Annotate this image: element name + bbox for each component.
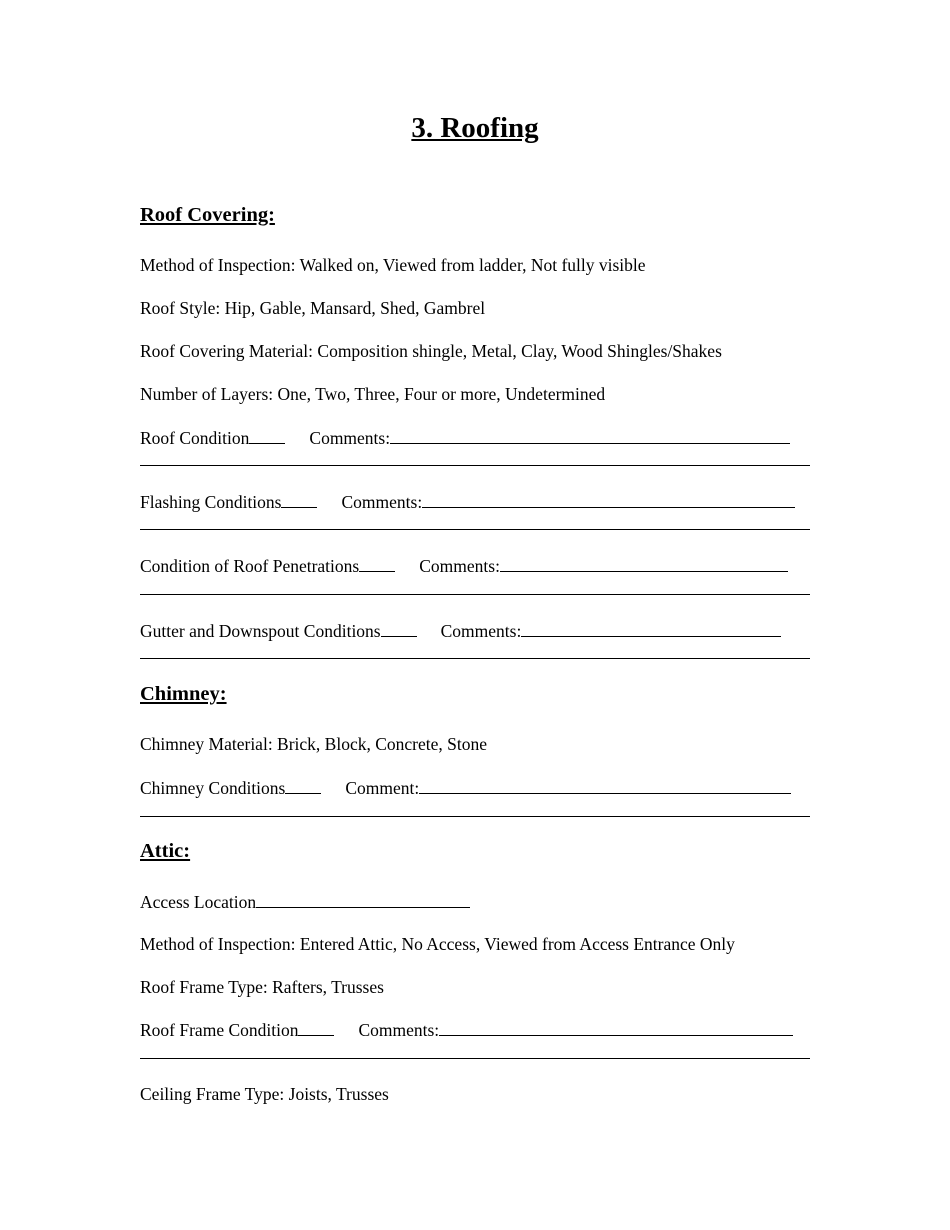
section-heading-chimney: Chimney: — [140, 683, 227, 705]
gutter-downspout-label: Gutter and Downspout Conditions — [140, 621, 381, 641]
access-location-field[interactable] — [256, 890, 470, 908]
section-heading-roof-covering: Roof Covering: — [140, 204, 275, 226]
flashing-comments-line[interactable] — [140, 529, 810, 530]
flashing-comments-field[interactable] — [422, 490, 795, 508]
roof-frame-condition-rating-field[interactable] — [298, 1018, 334, 1036]
flashing-conditions-rating-field[interactable] — [281, 490, 317, 508]
roof-penetrations-row — [140, 554, 788, 577]
chimney-comment-line[interactable] — [140, 816, 810, 817]
gutter-downspout-comments-line[interactable] — [140, 658, 810, 659]
gutter-downspout-rating-field[interactable] — [381, 619, 417, 637]
flashing-conditions-row — [140, 490, 795, 513]
roof-penetrations-comments-field[interactable] — [500, 554, 788, 572]
page-title: 3. Roofing — [411, 112, 539, 144]
attic-method-of-inspection: Method of Inspection: Entered Attic, No Access, Viewed from Access Entrance Only — [140, 934, 735, 954]
flashing-comments-label: Comments: — [341, 492, 423, 512]
roof-frame-comments-label: Comments: — [358, 1020, 440, 1040]
roof-penetrations-label: Condition of Roof Penetrations — [140, 556, 360, 576]
roof-frame-condition-label: Roof Frame Condition — [140, 1020, 299, 1040]
chimney-conditions-label: Chimney Conditions — [140, 778, 286, 798]
gutter-downspout-comments-label: Comments: — [440, 621, 522, 641]
chimney-conditions-row — [140, 776, 791, 799]
roof-frame-comments-line[interactable] — [140, 1058, 810, 1059]
chimney-conditions-rating-field[interactable] — [285, 776, 321, 794]
roof-condition-comments-field[interactable] — [390, 426, 790, 444]
roof-frame-comments-field[interactable] — [439, 1018, 793, 1036]
access-location-row — [140, 890, 470, 913]
chimney-comment-field[interactable] — [419, 776, 791, 794]
roof-frame-type: Roof Frame Type: Rafters, Trusses — [140, 977, 384, 997]
roof-frame-condition-row — [140, 1018, 793, 1041]
roof-condition-comments-line[interactable] — [140, 465, 810, 466]
number-of-layers: Number of Layers: One, Two, Three, Four or more, Undetermined — [140, 384, 606, 404]
roof-covering-material: Roof Covering Material: Composition shingle, Metal, Clay, Wood Shingles/Shakes — [140, 341, 722, 361]
roof-covering-method-of-inspection: Method of Inspection: Walked on, Viewed from ladder, Not fully visible — [140, 255, 646, 275]
roof-penetrations-rating-field[interactable] — [359, 554, 395, 572]
gutter-downspout-comments-field[interactable] — [521, 619, 781, 637]
chimney-material: Chimney Material: Brick, Block, Concrete, Stone — [140, 734, 488, 754]
chimney-comment-label: Comment: — [345, 778, 420, 798]
flashing-conditions-label: Flashing Conditions — [140, 492, 282, 512]
gutter-downspout-row — [140, 619, 781, 642]
roof-penetrations-comments-line[interactable] — [140, 594, 810, 595]
roof-condition-row — [140, 426, 790, 449]
roof-style: Roof Style: Hip, Gable, Mansard, Shed, Gambrel — [140, 298, 486, 318]
ceiling-frame-type: Ceiling Frame Type: Joists, Trusses — [140, 1084, 389, 1104]
roof-condition-rating-field[interactable] — [249, 426, 285, 444]
access-location-label: Access Location — [140, 892, 257, 912]
roof-condition-label: Roof Condition — [140, 428, 250, 448]
section-heading-attic: Attic: — [140, 840, 191, 862]
roof-condition-comments-label: Comments: — [309, 428, 391, 448]
roof-penetrations-comments-label: Comments: — [419, 556, 500, 576]
